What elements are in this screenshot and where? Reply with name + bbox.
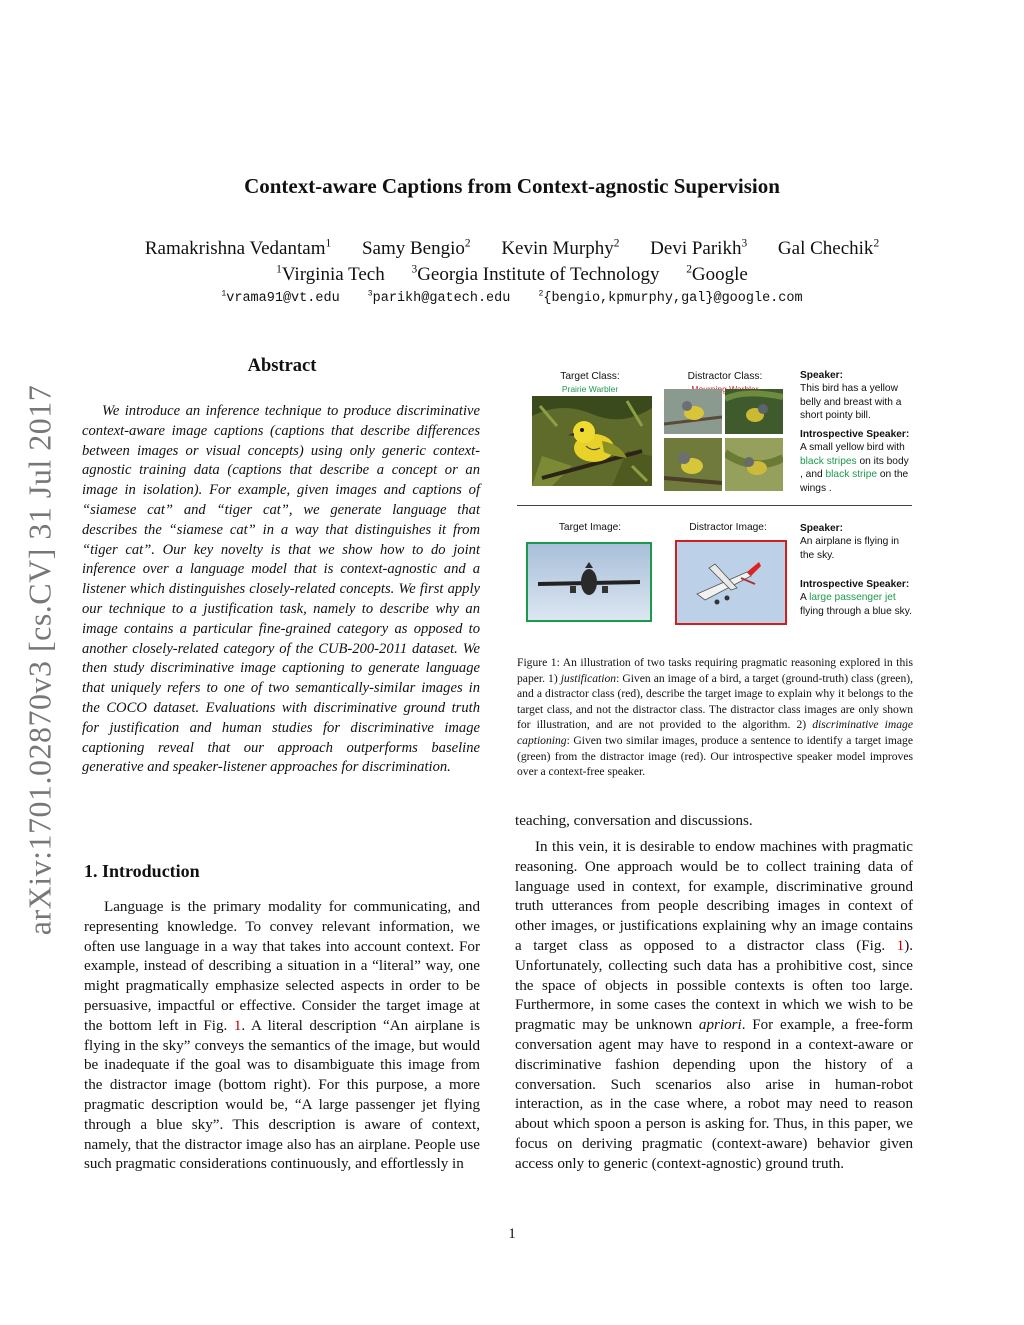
email-list: [0, 291, 1024, 306]
author-list: [0, 238, 1024, 260]
author: Samy Bengio$^2$: [361, 237, 471, 259]
distractor-bird-image: [664, 438, 722, 491]
speaker-label: Speaker:: [800, 523, 844, 534]
email[interactable]: $^1$vrama91@vt.edu: [221, 289, 340, 306]
distractor-bird-image: [725, 389, 783, 434]
page-number: 1: [508, 1226, 516, 1242]
target-class-label: Target Class: Prairie Warbler: [540, 371, 640, 395]
figure-ref-link[interactable]: 1: [896, 937, 905, 954]
abstract-text: We introduce an inference technique to produce discriminative context-aware image captions (captions that describe differences between images or visual concepts) using only generic context-agnostic training data (captions that describe a concept or an image in isolation). For example, given images and captions of “siamese cat” and “tiger cat”, we generate language that describes the “siamese cat” in a way that distinguishes it from “tiger cat”. Our key novelty is that we show how to do joint inference over a language model that is context-agnostic and a listener which distinguishes closely-related concepts. We first apply our technique to a justification task, namely to describe why an image contains a particular fine-grained category as opposed to another closely-related category of the CUB-200-2011 dataset. We then study discriminative image captioning to generate language that uniquely refers to one of two semantically-similar images in the COCO dataset. Evaluations with discriminative ground truth for justification and human studies for discriminative image captioning reveal that our approach outperforms baseline generative and speaker-listener approaches for discrimination.: [82, 403, 480, 776]
intro-paragraph-1: Language is the primary modality for communicating, and representing knowledge. To convey relevant information, we often use language in a way that takes into account context. For example, instead of describing a situation in a “literal” way, one might pragmatically emphasize selected aspects in order to be persuasive, impactful or effective. Consider the target image at the bottom left in Fig. 1. A literal description “An airplane is flying in the sky” conveys the semantics of the image, but would be inadequate if the goal was to disambiguate this image from the distractor image (bottom right). For this purpose, a more pragmatic description would be, “A large passenger jet flying through a blue sky”. This description is aware of context, namely, that the distractor image also has an airplane. People use such pragmatic considerations continuously, and effortlessly in: [84, 899, 480, 1173]
introspective-output-top: Introspective Speaker: A small yellow bird with black stripes on its body , and black stripe on the wings .: [800, 429, 910, 494]
figure-ref-link[interactable]: 1: [233, 1017, 242, 1034]
intro-paragraph-2: In this vein, it is desirable to endow machines with pragmatic reasoning. One approach would be to collect training data of language used in context, for example, discriminative ground truth utterances from people describing images in context of other images, or justifications explaining why an image contains a target class as opposed to a distractor class (Fig. 1). Unfortunately, collecting such data has a prohibitive cost, since the space of objects in possible contexts is often too large. Furthermore, in some cases the context in which we wish to be pragmatic may be unknown apriori. For example, a free-form conversation agent may have to respond in a context-aware or discriminative fashion depending upon the history of a conversation. Such scenarios also arise in human-robot interaction, as in the case where, a robot may need to reason about which spoon a person is asking for. Thus, in this paper, we focus on deriving pragmatic (context-aware) behavior given access only to generic (context-agnostic) ground truth.: [515, 839, 913, 1172]
distractor-class-label: Distractor Class:: [664, 371, 786, 395]
speaker-output-top: [800, 369, 912, 423]
arxiv-stamp: [10, 360, 70, 960]
email[interactable]: $^3$parikh@gatech.edu: [367, 289, 511, 306]
author: Devi Parikh$^3$: [650, 237, 748, 259]
distractor-image-label: Distractor Image:: [689, 522, 767, 533]
email[interactable]: $^2${bengio,kpmurphy,gal}@google.com: [538, 289, 803, 306]
author: Gal Chechik$^2$: [777, 237, 880, 259]
distractor-airplane-image: [675, 540, 787, 625]
speaker-output-bottom: [800, 522, 912, 562]
speaker-text: This bird has a yellow belly and breast with a short pointy bill.: [800, 383, 902, 422]
author: Ramakrishna Vedantam$^1$: [144, 237, 332, 259]
distractor-bird-image: [664, 389, 722, 434]
arxiv-id: arXiv:1701.02870v3 [cs.CV] 31 Jul 2017: [21, 384, 58, 936]
highlight: black stripe: [825, 469, 878, 481]
target-airplane-image: [526, 542, 652, 622]
highlight: black stripes: [800, 455, 857, 467]
section-heading-introduction: 1. Introduction: [84, 861, 200, 881]
intro-paragraph-1-cont: teaching, conversation and discussions.: [515, 813, 753, 829]
speaker-text: An airplane is flying in the sky.: [800, 536, 900, 561]
target-class-name: Prairie Warbler: [561, 384, 619, 394]
introspective-label: Introspective Speaker:: [800, 579, 910, 590]
abstract-heading: Abstract: [247, 356, 317, 376]
affiliation: $^2$Google: [686, 263, 748, 285]
introspective-output-bottom: Introspective Speaker: A large passenger jet flying through a blue sky.: [800, 579, 912, 617]
target-image-label: Target Image:: [558, 522, 622, 533]
paper-title: Context-aware Captions from Context-agnostic Supervision: [244, 174, 780, 198]
affiliation-list: [0, 264, 1024, 286]
affiliation: $^1$Virginia Tech: [276, 263, 385, 285]
figure-caption: Figure 1: An illustration of two tasks requiring pragmatic reasoning explored in this paper. 1) justification: Given an image of a bird, a target (ground-truth) class (green), and a distractor class (red), describe the target image to explain why it belongs to the target class, and not the distractor class. The distractor class images are only shown for illustration, and are not provided to the algorithm. 2) discriminative image captioning: Given two similar images, produce a sentence to identify a target image (green) from the distractor image (red). Our introspective speaker model improves over a context-free speaker.: [517, 656, 914, 779]
affiliation: $^3$Georgia Institute of Technology: [411, 263, 660, 285]
target-bird-image: [532, 396, 652, 486]
distractor-bird-image: [725, 438, 783, 491]
highlight: large passenger jet: [809, 592, 896, 604]
author: Kevin Murphy$^2$: [501, 237, 620, 259]
introspective-label: Introspective Speaker:: [800, 429, 910, 440]
figure-divider: [517, 505, 912, 506]
speaker-label: Speaker:: [800, 370, 844, 381]
